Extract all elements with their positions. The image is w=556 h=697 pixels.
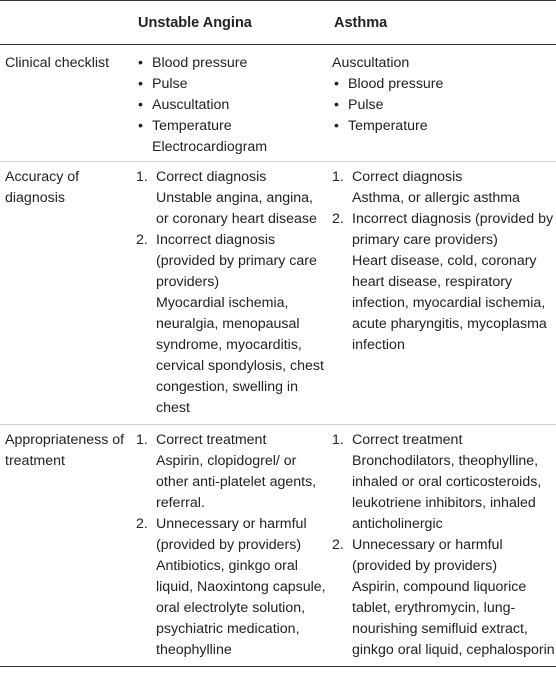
item-title: Correct diagnosis [156,169,267,185]
list-item [136,430,328,514]
item-detail: Aspirin, clopidogrel/ or other anti-platelet agents, referral. [156,453,317,511]
item-number: 1. [332,169,344,185]
item-detail: Myocardial ischemia, neuralgia, menopausal syndrome, myocarditis, cervical spondylosis, chest congestion, swelling in chest [156,295,324,416]
row-label: Appropriateness of treatment [0,425,132,667]
list-item [332,430,556,535]
numbered-list [332,430,556,661]
list-item: • Blood pressure [332,74,556,95]
header-asthma: Asthma [328,1,556,45]
row-appropriateness-of-treatment [0,425,556,667]
list-item: • Pulse [332,95,556,116]
item-title: Unnecessary or harmful (provided by providers) [156,516,307,553]
item-detail: Aspirin, compound liquorice tablet, erythromycin, lung-nourishing semifluid extract, ginkgo oral liquid, cephalosporin [352,579,555,658]
item-title: Unnecessary or harmful (provided by providers) [352,537,503,574]
bullet-list [136,53,328,137]
item-title: Incorrect diagnosis (provided by primary care providers) [156,232,317,290]
item-title: Correct treatment [352,432,463,448]
item-number: 1. [332,432,344,448]
row-label: Accuracy of diagnosis [0,162,132,425]
row-label: Clinical checklist [0,45,132,162]
item-number: 2. [332,537,344,553]
header-unstable-angina: Unstable Angina [132,1,328,45]
list-item [136,514,328,661]
list-item [332,209,556,356]
list-item: • Auscultation [136,95,328,116]
item-title: Correct treatment [156,432,267,448]
numbered-list [136,167,328,419]
numbered-list [136,430,328,661]
cell-asthma-treatment [328,425,556,667]
list-item [332,167,556,209]
cell-angina-treatment [132,425,328,667]
bullet-list [332,74,556,137]
item-number: 1. [136,169,148,185]
item-detail: Heart disease, cold, coronary heart disease, respiratory infection, myocardial ischemia, acute pharyngitis, mycoplasma infection [352,253,547,353]
cell-asthma-diagnosis [328,162,556,425]
item-title: Correct diagnosis [352,169,463,185]
list-lead-text: Auscultation [332,55,410,71]
header-blank [0,1,132,45]
item-number: 2. [136,516,148,532]
item-number: 2. [136,232,148,248]
cell-angina-checklist [132,45,328,162]
list-item [332,535,556,661]
item-detail: Bronchodilators, theophylline, inhaled or oral corticosteroids, leukotriene inhibitors, inhaled anticholinergic [352,453,542,532]
row-accuracy-of-diagnosis [0,162,556,425]
header-row [0,1,556,45]
item-number: 1. [136,432,148,448]
list-item: • Blood pressure [136,53,328,74]
item-detail: Asthma, or allergic asthma [352,190,520,206]
list-item: • Temperature [136,116,328,137]
list-extra-text: Electrocardiogram [152,139,268,155]
row-clinical-checklist [0,45,556,162]
item-detail: Unstable angina, angina, or coronary heart disease [156,190,317,227]
list-item: • Temperature [332,116,556,137]
cell-angina-diagnosis [132,162,328,425]
cell-asthma-checklist [328,45,556,162]
item-detail: Antibiotics, ginkgo oral liquid, Naoxintong capsule, oral electrolyte solution, psychiatric medication, theophylline [156,558,326,658]
item-number: 2. [332,211,344,227]
numbered-list [332,167,556,356]
list-item: • Pulse [136,74,328,95]
item-title: Incorrect diagnosis (provided by primary care providers) [352,211,554,248]
list-item [136,230,328,419]
list-item [136,167,328,230]
